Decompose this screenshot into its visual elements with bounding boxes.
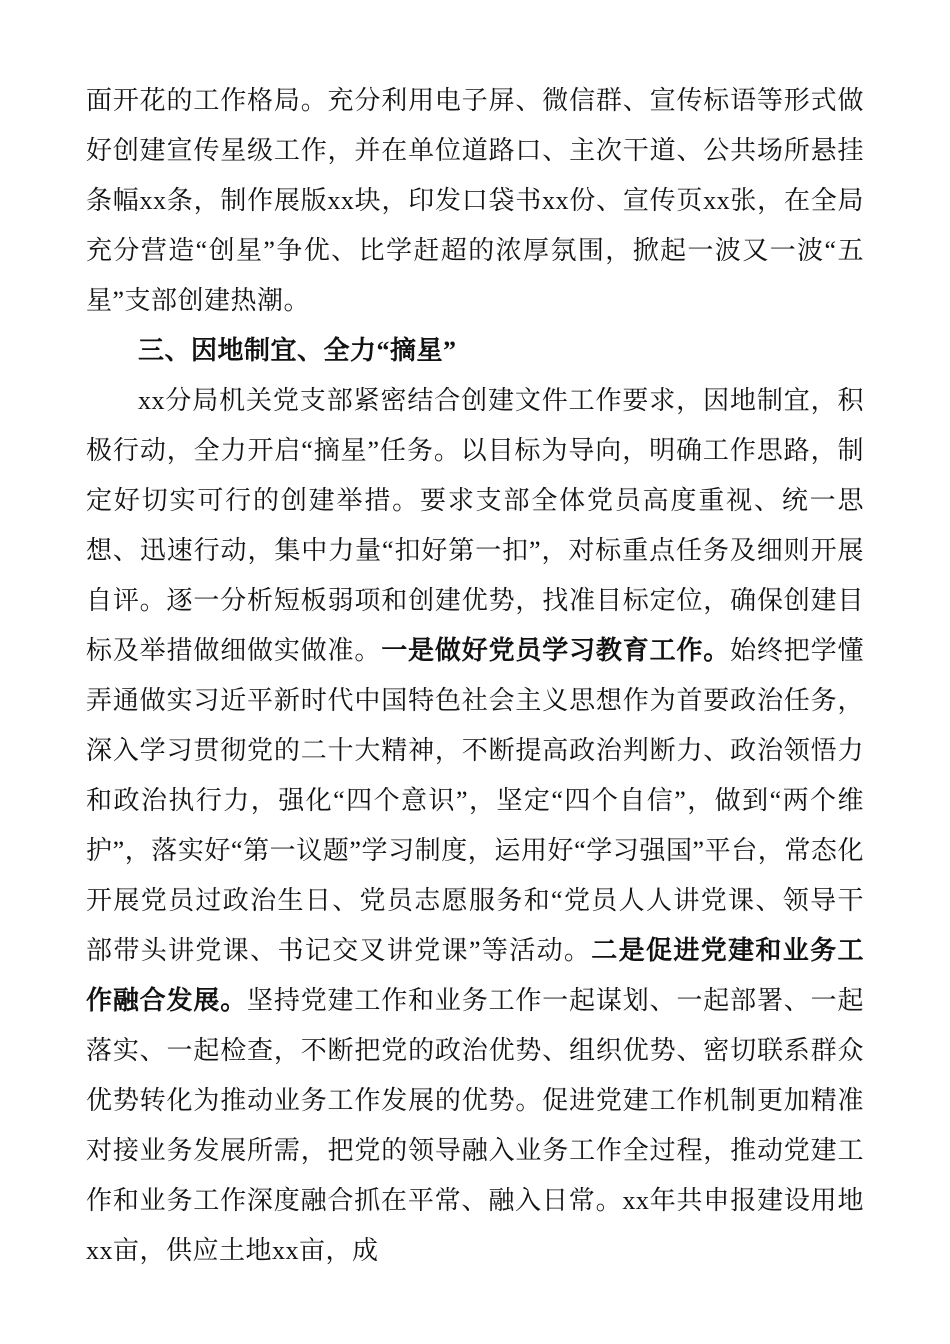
paragraph-continuation bbox=[86, 76, 864, 326]
text-segment: xx分局机关党支部紧密结合创建文件工作要求，因地制宜，积极行动，全力开启“摘星”任务。以目标为导向，明确工作思路，制定好切实可行的创建举措。要求支部全体党员高度重视、统一思想、迅速行动，集中力量“扣好第一扣”，对标重点任务及细则开展自评。逐一分析短板弱项和创建优势，找准目标定位，确保创建目标及举措做细做实做准。 bbox=[86, 386, 864, 665]
bold-text-segment: 二是促进党建和业务工作融合发展。 bbox=[86, 936, 864, 1015]
bold-text-segment: 三、因地制宜、全力“摘星” bbox=[138, 336, 457, 365]
text-segment: 面开花的工作格局。充分利用电子屏、微信群、宣传标语等形式做好创建宣传星级工作，并在单位道路口、主次干道、公共场所悬挂条幅xx条，制作展版xx块，印发口袋书xx份、宣传页xx张，在全局充分营造“创星”争优、比学赶超的浓厚氛围，掀起一波又一波“五星”支部创建热潮。 bbox=[86, 86, 864, 315]
text-segment: 坚持党建工作和业务工作一起谋划、一起部署、一起落实、一起检查，不断把党的政治优势、组织优势、密切联系群众优势转化为推动业务工作发展的优势。促进党建工作机制更加精准对接业务发展所需，把党的领导融入业务工作全过程，推动党建工作和业务工作深度融合抓在平常、融入日常。xx年共申报建设用地xx亩，供应土地xx亩，成 bbox=[86, 986, 864, 1265]
bold-text-segment: 一是做好党员学习教育工作。 bbox=[381, 636, 731, 665]
section-heading bbox=[86, 326, 864, 376]
paragraph-body bbox=[86, 376, 864, 1276]
text-segment: 始终把学懂弄通做实习近平新时代中国特色社会主义思想作为首要政治任务，深入学习贯彻党的二十大精神，不断提高政治判断力、政治领悟力和政治执行力，强化“四个意识”，坚定“四个自信”，做到“两个维护”，落实好“第一议题”学习制度，运用好“学习强国”平台，常态化开展党员过政治生日、党员志愿服务和“党员人人讲党课、领导干部带头讲党课、书记交叉讲党课”等活动。 bbox=[86, 636, 864, 965]
document-content bbox=[86, 76, 864, 1276]
